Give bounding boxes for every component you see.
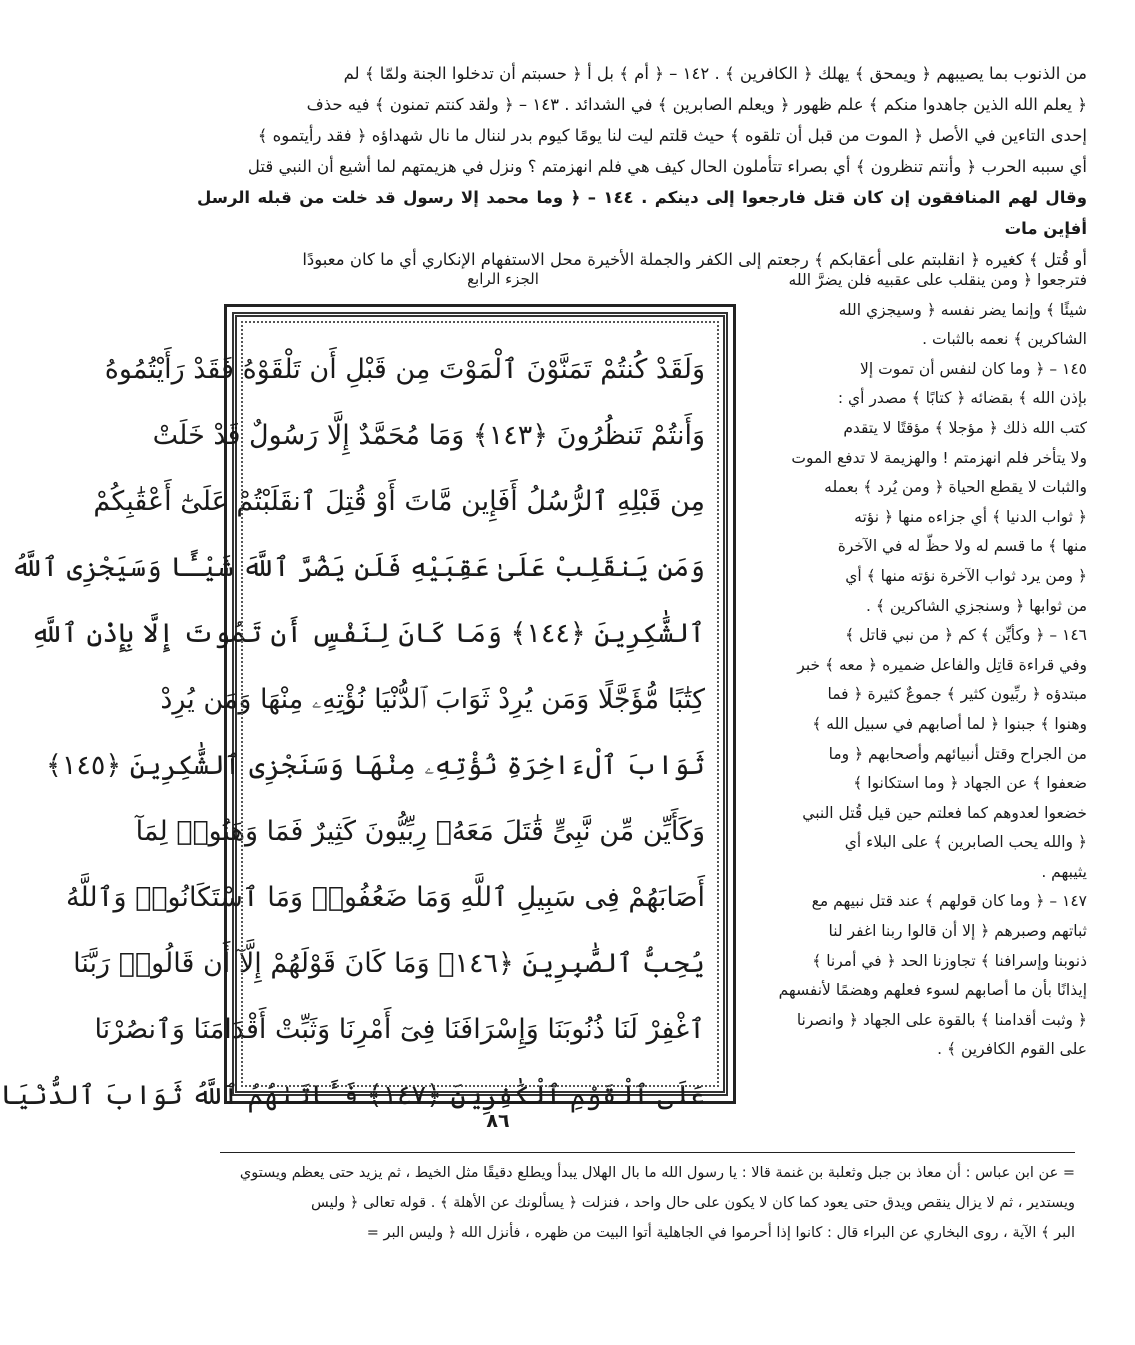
quran-line: ٱغْفِرْ لَنَا ذُنُوبَنَا وَإِسْرَافَنَا فِىٓ أَمْرِنَا وَثَبِّتْ أَقْدَامَنَا وَٱنصُرْنَا bbox=[94, 1014, 705, 1045]
quran-line: وَأَنتُمْ تَنظُرُونَ ﴿١٤٣﴾ وَمَا مُحَمَّدٌ إِلَّا رَسُولٌ قَدْ خَلَتْ bbox=[152, 420, 705, 451]
side-line: شيئًا ﴾ وإنما يضر نفسه ﴿ وسيجزي الله bbox=[838, 300, 1087, 319]
side-line: منها ﴾ ما قسم له ولا حظّ له في الآخرة bbox=[837, 537, 1087, 556]
quran-line: وَلَقَدْ كُنتُمْ تَمَنَّوْنَ ٱلْمَوْتَ مِن قَبْلِ أَن تَلْقَوْهُ فَقَدْ رَأَيْتُمُوهُ bbox=[104, 354, 705, 385]
side-line: ١٤٦ – ﴿ وكأيِّن ﴾ كم ﴿ من نبي قاتل ﴾ bbox=[845, 626, 1087, 645]
quran-line: كِتَٰبًا مُّؤَجَّلًا وَمَن يُرِدْ ثَوَابَ ٱلدُّنْيَا نُؤْتِهِۦ مِنْهَا وَمَن يُرِدْ bbox=[160, 684, 705, 715]
side-line: كتب الله ذلك ﴿ مؤجلا ﴾ مؤقتًا لا يتقدم bbox=[843, 418, 1087, 437]
side-line: من ثوابها ﴿ وسنجزي الشاكرين ﴾ . bbox=[865, 596, 1087, 615]
quran-text-frame bbox=[0, 304, 736, 1111]
side-line: فترجعوا ﴿ ومن ينقلب على عقبيه فلن يضرَّ الله bbox=[788, 271, 1087, 289]
side-line: ذنوبنا وإسرافنا ﴾ تجاوزنا الحد ﴿ في أمرنا ﴾ bbox=[812, 951, 1087, 970]
side-line: ﴿ ومن يرد ثواب الآخرة نؤته منها ﴾ أي bbox=[845, 566, 1087, 585]
commentary-line: إحدى التاءين في الأصل ﴿ الموت من قبل أن تلقوه ﴾ حيث قلتم ليت لنا يومًا كيوم بدر لننال ما نال شهداؤه ﴿ فقد رأيتموه ﴾ bbox=[257, 126, 1087, 145]
side-line: والثبات لا يقطع الحياة ﴿ ومن يُرد ﴾ بعمله bbox=[824, 478, 1087, 497]
footnote-line: البر ﴾ الآية ، روى البخاري عن البراء قال : كانوا إذا أحرموا في الجاهلية أتوا البيت من ظهره ، فأنزل الله ﴿ وليس البر = bbox=[366, 1225, 1075, 1241]
side-line: مبتدؤه ﴿ ربِّيون كثير ﴾ جموعٌ كثيرة ﴿ فما bbox=[827, 685, 1087, 704]
side-line: وفي قراءة قاتِل والفاعل ضميره ﴿ معه ﴾ خبر bbox=[797, 655, 1087, 674]
side-line: ضعفوا ﴾ عن الجهاد ﴿ وما استكانوا ﴾ bbox=[853, 774, 1087, 793]
side-line: ثباتهم وصبرهم ﴿ إلا أن قالوا ربنا اغفر لنا bbox=[828, 922, 1087, 941]
footnote-line: = عن ابن عباس : أن معاذ بن جبل وثعلبة بن غنمة قالا : يا رسول الله ما بال الهلال يبدأ ويطلع دقيقًا مثل الخيط ، ثم يزيد حتى يعظم ويستوي bbox=[239, 1165, 1075, 1181]
footnote-line: ويستدير ، ثم لا يزال ينقص ويدق حتى يعود كما كان لا يكون على حال واحد ، فنزلت ﴿ يسألونك عن الأهلة ﴾ . قوله تعالى ﴿ وليس bbox=[310, 1195, 1075, 1211]
footnote-divider bbox=[220, 1152, 1075, 1153]
quran-line: أَصَابَهُمْ فِى سَبِيلِ ٱللَّهِ وَمَا ضَعُفُوا۟ وَمَا ٱسْتَكَانُوا۟ وَٱللَّهُ bbox=[66, 882, 705, 913]
quran-line: يُحِبُّ ٱلصَّٰبِرِينَ ﴿١٤٦﴾ وَمَا كَانَ قَوْلَهُمْ إِلَّآ أَن قَالُوا۟ رَبَّنَا bbox=[73, 948, 705, 979]
side-line: بإذن الله ﴾ بقضائه ﴿ كتابًا ﴾ مصدر أي : bbox=[837, 389, 1087, 408]
commentary-line: ﴿ يعلم الله الذين جاهدوا منكم ﴾ علم ظهور ﴿ ويعلم الصابرين ﴾ في الشدائد . ١٤٣ – ﴿ ولقد كنتم تمنون ﴾ فيه حذف bbox=[306, 95, 1087, 114]
section-header: الجزء الرابع bbox=[467, 270, 539, 288]
side-line: الشاكرين ﴾ نعمه بالثبات . bbox=[922, 330, 1087, 349]
commentary-line: أو قُتل ﴾ كغيره ﴿ انقلبتم على أعقابكم ﴾ رجعتم إلى الكفر والجملة الأخيرة محل الاستفهام الإنكاري أي ما كان معبودًا bbox=[302, 250, 1087, 269]
top-commentary bbox=[197, 58, 1087, 275]
side-line: ١٤٧ – ﴿ وما كان قولهم ﴾ عند قتل نبيهم مع bbox=[811, 892, 1087, 911]
side-line: خضعوا لعدوهم كما فعلتم حين قيل قُتل النبي bbox=[802, 803, 1087, 822]
side-commentary bbox=[757, 266, 1087, 1065]
quran-line: عَلَى ٱلْقَوْمِ ٱلْكَٰفِرِينَ ﴿١٤٧﴾ فَـَٔاتَىٰهُمُ ٱللَّهُ ثَوَابَ ٱلدُّنْيَا bbox=[0, 1080, 705, 1111]
frame-inner-border bbox=[0, 312, 728, 1111]
side-line: إيذانًا بأن ما أصابهم لسوء فعلهم وهضمًا لأنفسهم bbox=[778, 981, 1087, 1000]
side-line: ﴿ وثبت أقدامنا ﴾ بالقوة على الجهاد ﴿ وانصرنا bbox=[796, 1010, 1087, 1029]
footnotes bbox=[219, 1158, 1075, 1248]
page-number: ٨٦ bbox=[486, 1110, 510, 1132]
commentary-line: من الذنوب بما يصيبهم ﴿ ويمحق ﴾ يهلك ﴿ الكافرين ﴾ . ١٤٢ – ﴿ أم ﴾ بل أ ﴿ حسبتم أن تدخلوا الجنة ولمّا ﴾ لم bbox=[343, 64, 1087, 83]
quran-line: ثَوَابَ ٱلْءَاخِرَةِ نُؤْتِهِۦ مِنْهَا وَسَنَجْزِى ٱلشَّٰكِرِينَ ﴿١٤٥﴾ bbox=[46, 750, 705, 781]
side-line: على القوم الكافرين ﴾ . bbox=[937, 1040, 1087, 1059]
commentary-line: وقال لهم المنافقون إن كان قتل فارجعوا إلى دينكم . ١٤٤ – ﴿ وما محمد إلا رسول قد خلت من قبله الرسل أفإين مات bbox=[197, 188, 1087, 238]
side-line: ﴿ ثواب الدنيا ﴾ أي جزاءه منها ﴿ نؤته bbox=[854, 507, 1087, 526]
quran-line: مِن قَبْلِهِ ٱلرُّسُلُ أَفَإِين مَّاتَ أَوْ قُتِلَ ٱنقَلَبْتُمْ عَلَىٰٓ أَعْقَٰبِكُمْ bbox=[93, 486, 705, 517]
quran-line: ٱلشَّٰكِرِينَ ﴿١٤٤﴾ وَمَا كَانَ لِنَفْسٍ أَن تَمُوتَ إِلَّا بِإِذْنِ ٱللَّهِ bbox=[30, 618, 705, 649]
quran-line: وَمَن يَنقَلِبْ عَلَىٰ عَقِبَيْهِ فَلَن يَضُرَّ ٱللَّهَ شَيْـًٔا وَسَيَجْزِى ٱللَّهُ bbox=[10, 552, 705, 583]
commentary-line: أي سببه الحرب ﴿ وأنتم تنظرون ﴾ أي بصراء تتأملون الحال كيف هي فلم انهزمتم ؟ ونزل في هزيمتهم لما أشيع أن النبي قتل bbox=[247, 157, 1087, 176]
side-line: وهنوا ﴾ جبنوا ﴿ لما أصابهم في سبيل الله ﴾ bbox=[812, 714, 1087, 733]
side-line: من الجراح وقتل أنبيائهم وأصحابهم ﴿ وما bbox=[828, 744, 1087, 763]
side-line: ١٤٥ – ﴿ وما كان لنفس أن تموت إلا bbox=[860, 359, 1087, 378]
quran-line: وَكَأَيِّن مِّن نَّبِىٍّ قَٰتَلَ مَعَهُۥ رِبِّيُّونَ كَثِيرٌ فَمَا وَهَنُوا۟ لِمَآ bbox=[135, 816, 705, 847]
side-line: ولا يتأخر فلم انهزمتم ! والهزيمة لا تدفع الموت bbox=[791, 448, 1087, 467]
side-line: يثيبهم . bbox=[1041, 862, 1087, 881]
side-line: ﴿ والله يحب الصابرين ﴾ على البلاء أي bbox=[844, 833, 1087, 852]
